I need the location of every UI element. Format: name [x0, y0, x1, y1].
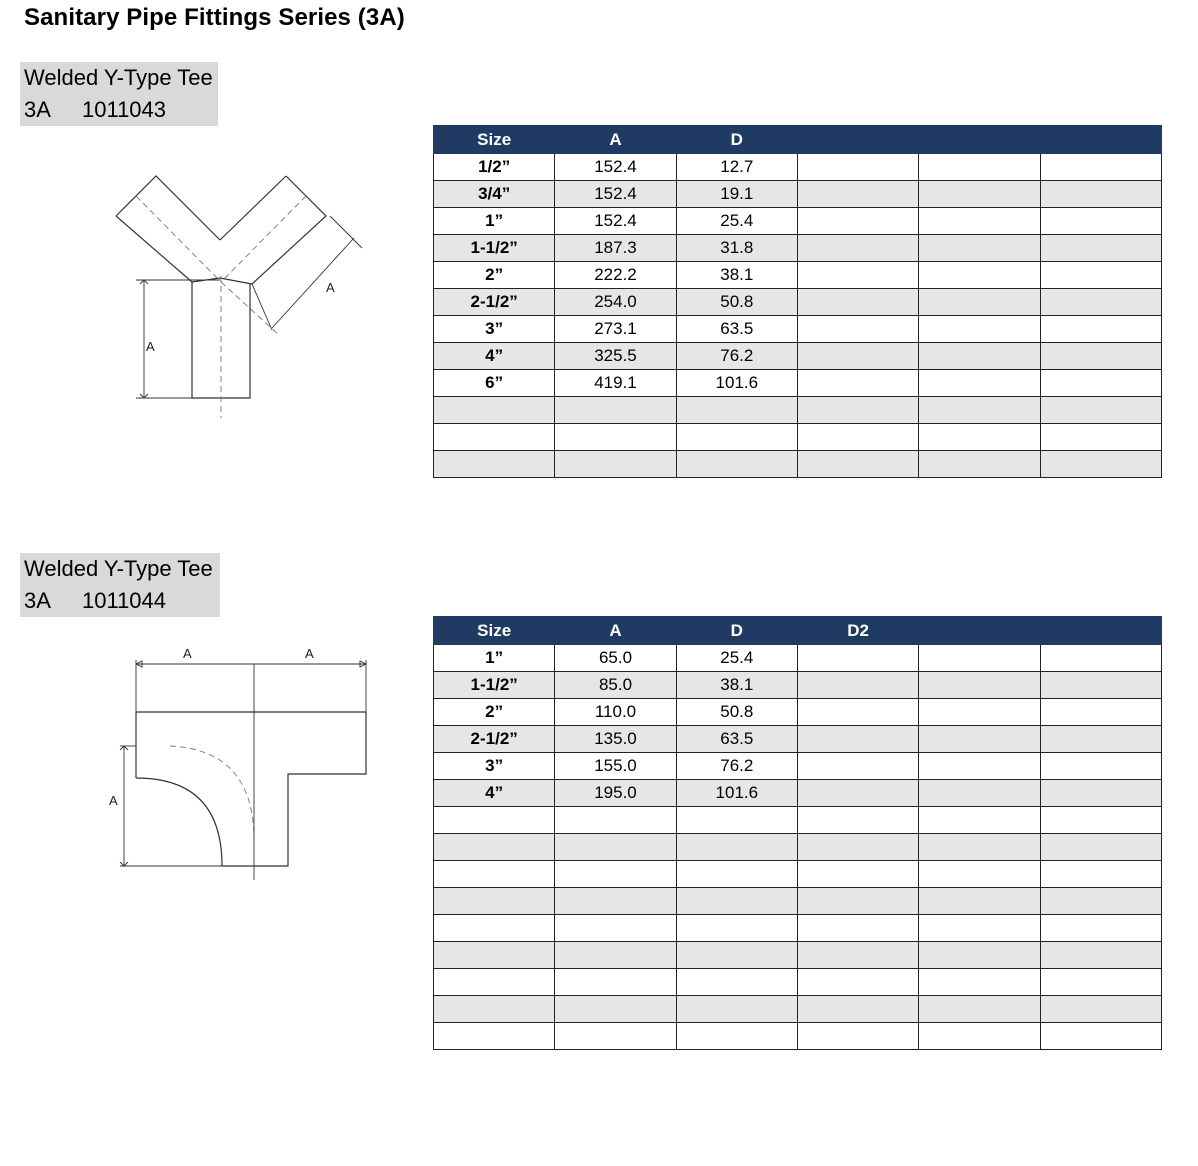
cell-col6	[1040, 262, 1161, 289]
cell-a: 85.0	[555, 672, 676, 699]
cell-size: 2”	[434, 262, 555, 289]
part-number: 1011044	[82, 588, 167, 613]
cell-size: 1”	[434, 208, 555, 235]
cell-d	[676, 942, 797, 969]
cell-col5	[919, 397, 1040, 424]
table-row	[434, 672, 1162, 699]
cell-d: 76.2	[676, 343, 797, 370]
cell-col4	[797, 645, 918, 672]
cell-a	[555, 1023, 676, 1050]
dim-a-top-left-label: A	[183, 646, 192, 661]
cell-col5	[919, 699, 1040, 726]
cell-col4	[797, 208, 918, 235]
cell-size	[434, 888, 555, 915]
cell-col5	[919, 834, 1040, 861]
cell-col4	[797, 289, 918, 316]
cell-col4	[797, 181, 918, 208]
header-empty	[1040, 617, 1161, 645]
y-tee-drawing	[100, 160, 380, 430]
table-row	[434, 370, 1162, 397]
cell-col6	[1040, 753, 1161, 780]
cell-col6	[1040, 969, 1161, 996]
cell-col4	[797, 942, 918, 969]
cell-size: 2-1/2”	[434, 726, 555, 753]
cell-col5	[919, 807, 1040, 834]
part-number: 1011043	[82, 97, 167, 122]
table-row	[434, 915, 1162, 942]
cell-col6	[1040, 645, 1161, 672]
table-header-row	[434, 617, 1162, 645]
product-standard: 3A	[24, 588, 51, 613]
cell-col6	[1040, 154, 1161, 181]
cell-a: 152.4	[555, 154, 676, 181]
cell-col4	[797, 343, 918, 370]
cell-d: 101.6	[676, 370, 797, 397]
cell-col6	[1040, 451, 1161, 478]
cell-col5	[919, 451, 1040, 478]
cell-size	[434, 1023, 555, 1050]
cell-d: 63.5	[676, 726, 797, 753]
cell-d: 12.7	[676, 154, 797, 181]
cell-a: 65.0	[555, 645, 676, 672]
cell-col5	[919, 343, 1040, 370]
header-a: A	[555, 126, 676, 154]
product-name: Welded Y-Type Tee	[24, 556, 213, 581]
cell-a	[555, 424, 676, 451]
cell-size	[434, 942, 555, 969]
header-size: Size	[434, 617, 555, 645]
cell-d: 31.8	[676, 235, 797, 262]
cell-col4	[797, 451, 918, 478]
table-row	[434, 289, 1162, 316]
cell-col4	[797, 672, 918, 699]
cell-size	[434, 451, 555, 478]
cell-a: 155.0	[555, 753, 676, 780]
cell-size: 1-1/2”	[434, 672, 555, 699]
cell-size: 3”	[434, 316, 555, 343]
product-standard: 3A	[24, 97, 51, 122]
cell-d	[676, 834, 797, 861]
page-title: Sanitary Pipe Fittings Series (3A)	[24, 4, 405, 31]
cell-col4	[797, 834, 918, 861]
cell-col5	[919, 726, 1040, 753]
cell-col6	[1040, 370, 1161, 397]
cell-size	[434, 915, 555, 942]
cell-a: 325.5	[555, 343, 676, 370]
cell-a: 110.0	[555, 699, 676, 726]
cell-col6	[1040, 672, 1161, 699]
cell-d: 25.4	[676, 208, 797, 235]
cell-a	[555, 969, 676, 996]
cell-col5	[919, 235, 1040, 262]
cell-col5	[919, 424, 1040, 451]
header-d: D	[676, 617, 797, 645]
cell-d: 101.6	[676, 780, 797, 807]
table-row	[434, 424, 1162, 451]
cell-a	[555, 397, 676, 424]
cell-size: 3/4”	[434, 181, 555, 208]
cell-col5	[919, 181, 1040, 208]
cell-col6	[1040, 316, 1161, 343]
cell-d: 19.1	[676, 181, 797, 208]
cell-col6	[1040, 343, 1161, 370]
cell-col6	[1040, 942, 1161, 969]
cell-col6	[1040, 699, 1161, 726]
cell-col4	[797, 316, 918, 343]
cell-col4	[797, 807, 918, 834]
table-row	[434, 699, 1162, 726]
cell-col6	[1040, 996, 1161, 1023]
table-header-row	[434, 126, 1162, 154]
cell-col5	[919, 915, 1040, 942]
cell-d	[676, 451, 797, 478]
cell-col4	[797, 915, 918, 942]
table-row	[434, 780, 1162, 807]
cell-col6	[1040, 726, 1161, 753]
table-row	[434, 969, 1162, 996]
cell-col5	[919, 208, 1040, 235]
cell-size: 1”	[434, 645, 555, 672]
table-row	[434, 451, 1162, 478]
cell-a: 273.1	[555, 316, 676, 343]
cell-a	[555, 451, 676, 478]
cell-a	[555, 915, 676, 942]
cell-col5	[919, 861, 1040, 888]
cell-col5	[919, 672, 1040, 699]
cell-a: 195.0	[555, 780, 676, 807]
cell-col4	[797, 753, 918, 780]
cell-col4	[797, 780, 918, 807]
table-row	[434, 645, 1162, 672]
cell-col6	[1040, 834, 1161, 861]
header-empty	[1040, 126, 1161, 154]
cell-a: 222.2	[555, 262, 676, 289]
cell-col6	[1040, 807, 1161, 834]
cell-col4	[797, 262, 918, 289]
table-row	[434, 397, 1162, 424]
cell-col6	[1040, 861, 1161, 888]
cell-col6	[1040, 181, 1161, 208]
table-row	[434, 181, 1162, 208]
cell-size	[434, 996, 555, 1023]
table-row	[434, 208, 1162, 235]
header-empty	[797, 126, 918, 154]
cell-d	[676, 861, 797, 888]
header-d: D	[676, 126, 797, 154]
cell-a	[555, 807, 676, 834]
cell-size	[434, 807, 555, 834]
cell-size	[434, 834, 555, 861]
cell-d	[676, 915, 797, 942]
table-row	[434, 343, 1162, 370]
cell-size: 6”	[434, 370, 555, 397]
cell-col6	[1040, 915, 1161, 942]
cell-col6	[1040, 1023, 1161, 1050]
table-row	[434, 861, 1162, 888]
table-row	[434, 996, 1162, 1023]
dim-a-vertical-label: A	[109, 793, 118, 808]
product-label-box	[20, 553, 220, 617]
cell-d	[676, 807, 797, 834]
cell-col4	[797, 699, 918, 726]
header-empty	[919, 617, 1040, 645]
product-label-box	[20, 62, 218, 126]
table-row	[434, 753, 1162, 780]
table-row	[434, 1023, 1162, 1050]
cell-col4	[797, 370, 918, 397]
header-empty	[919, 126, 1040, 154]
cell-d: 50.8	[676, 699, 797, 726]
cell-col6	[1040, 397, 1161, 424]
cell-a: 152.4	[555, 208, 676, 235]
cell-col5	[919, 316, 1040, 343]
cell-d	[676, 397, 797, 424]
table-row	[434, 235, 1162, 262]
product-name: Welded Y-Type Tee	[24, 65, 213, 90]
table-body	[434, 154, 1162, 478]
cell-size	[434, 424, 555, 451]
cell-col5	[919, 262, 1040, 289]
cell-size: 2-1/2”	[434, 289, 555, 316]
cell-col5	[919, 942, 1040, 969]
cell-a: 135.0	[555, 726, 676, 753]
table-row	[434, 726, 1162, 753]
table-body	[434, 645, 1162, 1050]
cell-col4	[797, 996, 918, 1023]
cell-col5	[919, 645, 1040, 672]
dim-a-diagonal-label: A	[326, 280, 335, 295]
cell-d: 76.2	[676, 753, 797, 780]
cell-size: 4”	[434, 780, 555, 807]
header-a: A	[555, 617, 676, 645]
cell-d: 50.8	[676, 289, 797, 316]
elbow-tee-drawing	[100, 640, 390, 890]
cell-d	[676, 969, 797, 996]
cell-col5	[919, 289, 1040, 316]
cell-a	[555, 942, 676, 969]
cell-col4	[797, 397, 918, 424]
cell-d: 63.5	[676, 316, 797, 343]
header-d2: D2	[797, 617, 918, 645]
cell-size: 2”	[434, 699, 555, 726]
header-size: Size	[434, 126, 555, 154]
cell-d: 38.1	[676, 672, 797, 699]
cell-col5	[919, 154, 1040, 181]
cell-size: 3”	[434, 753, 555, 780]
cell-col4	[797, 969, 918, 996]
cell-size: 1-1/2”	[434, 235, 555, 262]
spec-table-1011043	[433, 125, 1162, 478]
table-row	[434, 807, 1162, 834]
cell-col4	[797, 154, 918, 181]
cell-col4	[797, 726, 918, 753]
spec-table-1011044	[433, 616, 1162, 1050]
dim-a-vertical-label: A	[146, 339, 155, 354]
cell-d	[676, 996, 797, 1023]
cell-col5	[919, 753, 1040, 780]
cell-col6	[1040, 208, 1161, 235]
cell-d: 25.4	[676, 645, 797, 672]
cell-col5	[919, 969, 1040, 996]
table-row	[434, 942, 1162, 969]
cell-col5	[919, 888, 1040, 915]
cell-col6	[1040, 424, 1161, 451]
cell-a	[555, 861, 676, 888]
cell-d	[676, 1023, 797, 1050]
cell-d: 38.1	[676, 262, 797, 289]
cell-col5	[919, 780, 1040, 807]
cell-size: 1/2”	[434, 154, 555, 181]
cell-a: 152.4	[555, 181, 676, 208]
table-row	[434, 316, 1162, 343]
cell-col5	[919, 1023, 1040, 1050]
table-row	[434, 888, 1162, 915]
table-row	[434, 262, 1162, 289]
cell-col4	[797, 1023, 918, 1050]
cell-col6	[1040, 888, 1161, 915]
cell-a: 187.3	[555, 235, 676, 262]
dim-a-top-right-label: A	[305, 646, 314, 661]
cell-col4	[797, 424, 918, 451]
cell-d	[676, 424, 797, 451]
cell-col4	[797, 235, 918, 262]
cell-a	[555, 888, 676, 915]
cell-col4	[797, 861, 918, 888]
cell-col5	[919, 370, 1040, 397]
cell-size: 4”	[434, 343, 555, 370]
cell-col6	[1040, 289, 1161, 316]
table-row	[434, 154, 1162, 181]
cell-a	[555, 996, 676, 1023]
cell-size	[434, 861, 555, 888]
cell-col4	[797, 888, 918, 915]
cell-a	[555, 834, 676, 861]
cell-col6	[1040, 780, 1161, 807]
cell-col5	[919, 996, 1040, 1023]
cell-col6	[1040, 235, 1161, 262]
cell-size	[434, 969, 555, 996]
cell-a: 419.1	[555, 370, 676, 397]
cell-size	[434, 397, 555, 424]
cell-a: 254.0	[555, 289, 676, 316]
table-row	[434, 834, 1162, 861]
cell-d	[676, 888, 797, 915]
